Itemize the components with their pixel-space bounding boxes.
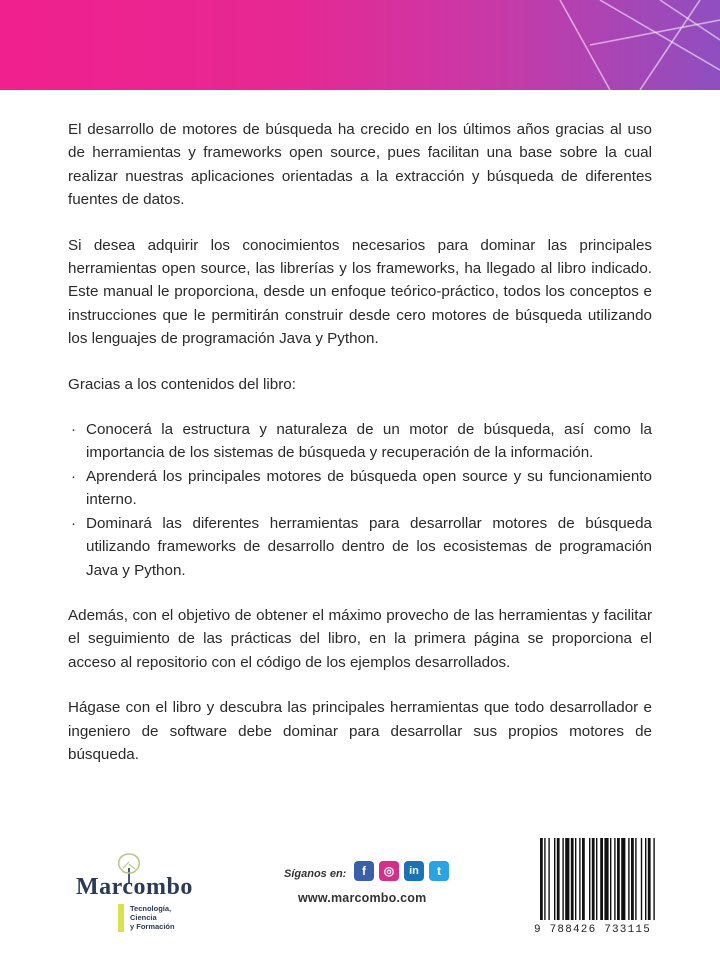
barcode-bar [557,838,560,920]
barcode-bar [579,838,580,920]
list-item [68,512,652,582]
barcode-bar [645,838,646,920]
barcode-bar [641,838,642,920]
barcode-bar [548,838,549,920]
instagram-icon[interactable]: ◎ [379,861,399,881]
barcode-bar [544,838,545,920]
banner-decoration [0,0,720,90]
list-item-text: Conocerá la estructura y naturaleza de un motor de búsqueda, así como la importancia de los sistemas de búsqueda y recuperación de la información. [86,421,652,462]
list-item-text: Aprenderá los principales motores de búsqueda open source y su funcionamiento interno. [86,467,652,509]
contents-list [68,418,652,582]
barcode-bar [596,838,597,920]
barcode-bar [554,838,555,920]
tagline-line-1: Tecnología, [130,904,172,913]
barcode-bar [653,838,654,920]
isbn-number: 9 788426 733115 [534,924,652,936]
paragraph-4: Hágase con el libro y descubra las principales herramientas que todo desarrollador e ingeniero de software debe dominar para desarrollar sus propios motores de búsqueda. [68,699,652,763]
barcode-bar [589,838,590,920]
brand-tagline [130,904,175,931]
barcode-bar [635,838,636,920]
logo-accent [118,904,128,934]
footer [0,830,720,960]
paragraph-2: Si desea adquirir los conocimientos necesarios para dominar las principales herramientas open source, las librerías y los frameworks, ha llegado al libro indicado. Este manual le proporciona, desde un enfoque teórico-práctico, todos los conceptos e instrucciones que le permitirán construir desde cero motores de búsqueda utilizando los lenguajes de programación Java y Python. [68,236,652,348]
barcode-bar [592,838,595,920]
barcode-bar [604,838,608,920]
brand-name: Marcombo [76,874,193,900]
barcode-bar [628,838,629,920]
follow-label: Síganos en: [284,868,347,880]
barcode-bar [565,838,569,920]
barcode-bar [614,838,615,920]
list-item [68,418,652,465]
tagline-line-2: Ciencia [130,913,157,922]
barcode-bar [571,838,574,920]
list-item [68,465,652,512]
barcode-bar [631,838,634,920]
barcode-bar [648,838,651,920]
linkedin-icon[interactable]: in [404,861,424,881]
bullet-icon: · [71,421,77,439]
barcode-bar [610,838,611,920]
twitter-icon[interactable]: t [429,861,449,881]
publisher-logo [72,844,212,934]
barcode-bar [621,838,625,920]
back-cover-text [68,118,652,788]
barcode-bar [575,838,576,920]
barcode-bar [562,838,563,920]
bullet-icon: · [71,467,77,485]
barcode-bar [617,838,620,920]
barcode-bar [600,838,603,920]
contents-intro: Gracias a los contenidos del libro: [68,375,296,393]
paragraph-3: Además, con el objetivo de obtener el máximo provecho de las herramientas y facilitar el seguimiento de las prácticas del libro, en la primera página se proporciona el acceso al repositorio con el código de los ejemplos desarrollados. [68,606,652,671]
bullet-icon: · [71,514,77,532]
tagline-line-3: y Formación [130,922,175,931]
list-item-text: Dominará las diferentes herramientas para desarrollar motores de búsqueda utilizando frameworks de desarrollo dentro de los ecosistemas de programación Java y Python. [86,514,652,579]
website-link[interactable]: www.marcombo.com [298,891,427,905]
header-banner [0,0,720,90]
barcode-bar [540,838,543,920]
barcode-bar [582,838,585,920]
barcode-bars [534,836,712,922]
facebook-icon[interactable]: f [354,861,374,881]
isbn-barcode [534,836,712,942]
paragraph-1: El desarrollo de motores de búsqueda ha crecido en los últimos años gracias al uso de herramientas y frameworks open source, pues facilitan una base sobre la cual realizar nuestras aplicaciones orientadas a la extracción y búsqueda de diferentes fuentes de datos. [68,121,652,209]
